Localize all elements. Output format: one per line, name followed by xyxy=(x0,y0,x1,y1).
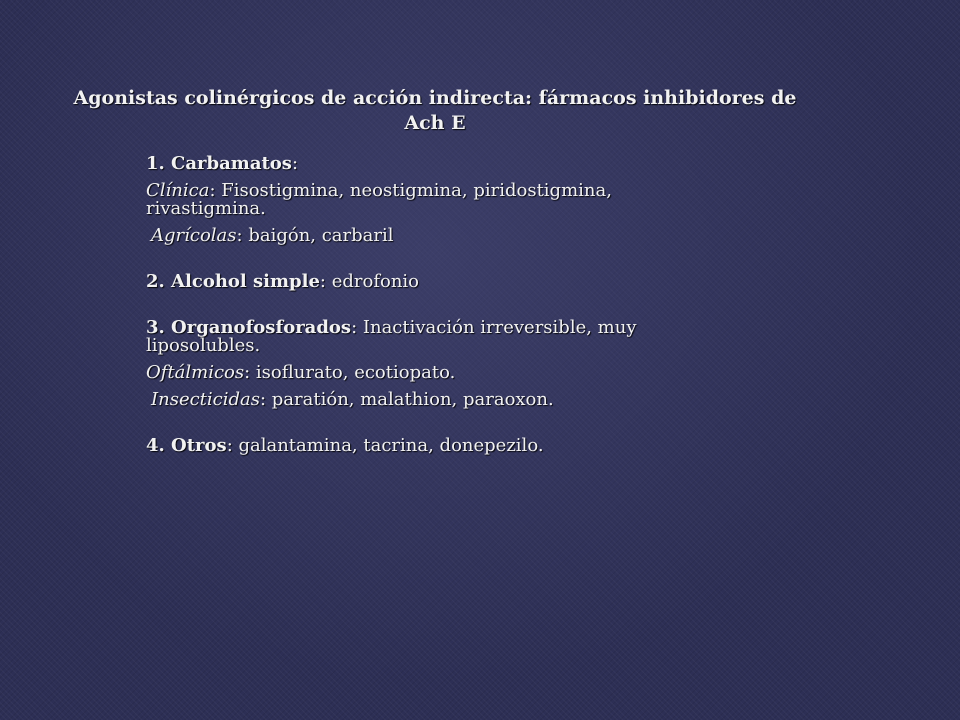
oftalmicos-line xyxy=(146,364,706,382)
alcohol-text: : edrofonio xyxy=(319,271,420,292)
clinica-label: Clínica xyxy=(146,180,210,201)
clinica-line xyxy=(146,182,706,218)
clinica-text: : Fisostigmina, neostigmina, piridostigmina, rivastigmina. xyxy=(146,180,612,219)
organofosforados-heading: 3. Organofosforados xyxy=(146,317,352,338)
insecticidas-line xyxy=(146,391,706,409)
otros-text: : galantamina, tacrina, donepezilo. xyxy=(226,435,544,456)
carbamatos-heading-line xyxy=(146,155,706,173)
agricolas-text: : baigón, carbaril xyxy=(236,225,394,246)
agricolas-label: Agrícolas xyxy=(151,225,237,246)
oftalmicos-text: : isoflurato, ecotiopato. xyxy=(244,362,456,383)
otros-line xyxy=(146,437,706,455)
slide-body xyxy=(146,155,706,464)
insecticidas-text: : paratión, malathion, paraoxon. xyxy=(260,389,554,410)
carbamatos-heading-suffix: : xyxy=(291,153,299,174)
carbamatos-heading: 1. Carbamatos xyxy=(146,153,292,174)
slide-title xyxy=(40,86,830,136)
agricolas-line xyxy=(146,227,706,245)
insecticidas-label: Insecticidas xyxy=(151,389,260,410)
slide-title-line-2: Ach E xyxy=(404,112,466,134)
alcohol-heading: 2. Alcohol simple xyxy=(146,271,320,292)
slide-title-line-1: Agonistas colinérgicos de acción indirecta: fármacos inhibidores de xyxy=(73,87,797,109)
alcohol-line xyxy=(146,273,706,291)
organofosforados-text: : Inactivación irreversible, muy liposolubles. xyxy=(146,317,637,356)
otros-heading: 4. Otros xyxy=(146,435,227,456)
oftalmicos-label: Oftálmicos xyxy=(146,362,245,383)
organofosforados-line xyxy=(146,319,706,355)
